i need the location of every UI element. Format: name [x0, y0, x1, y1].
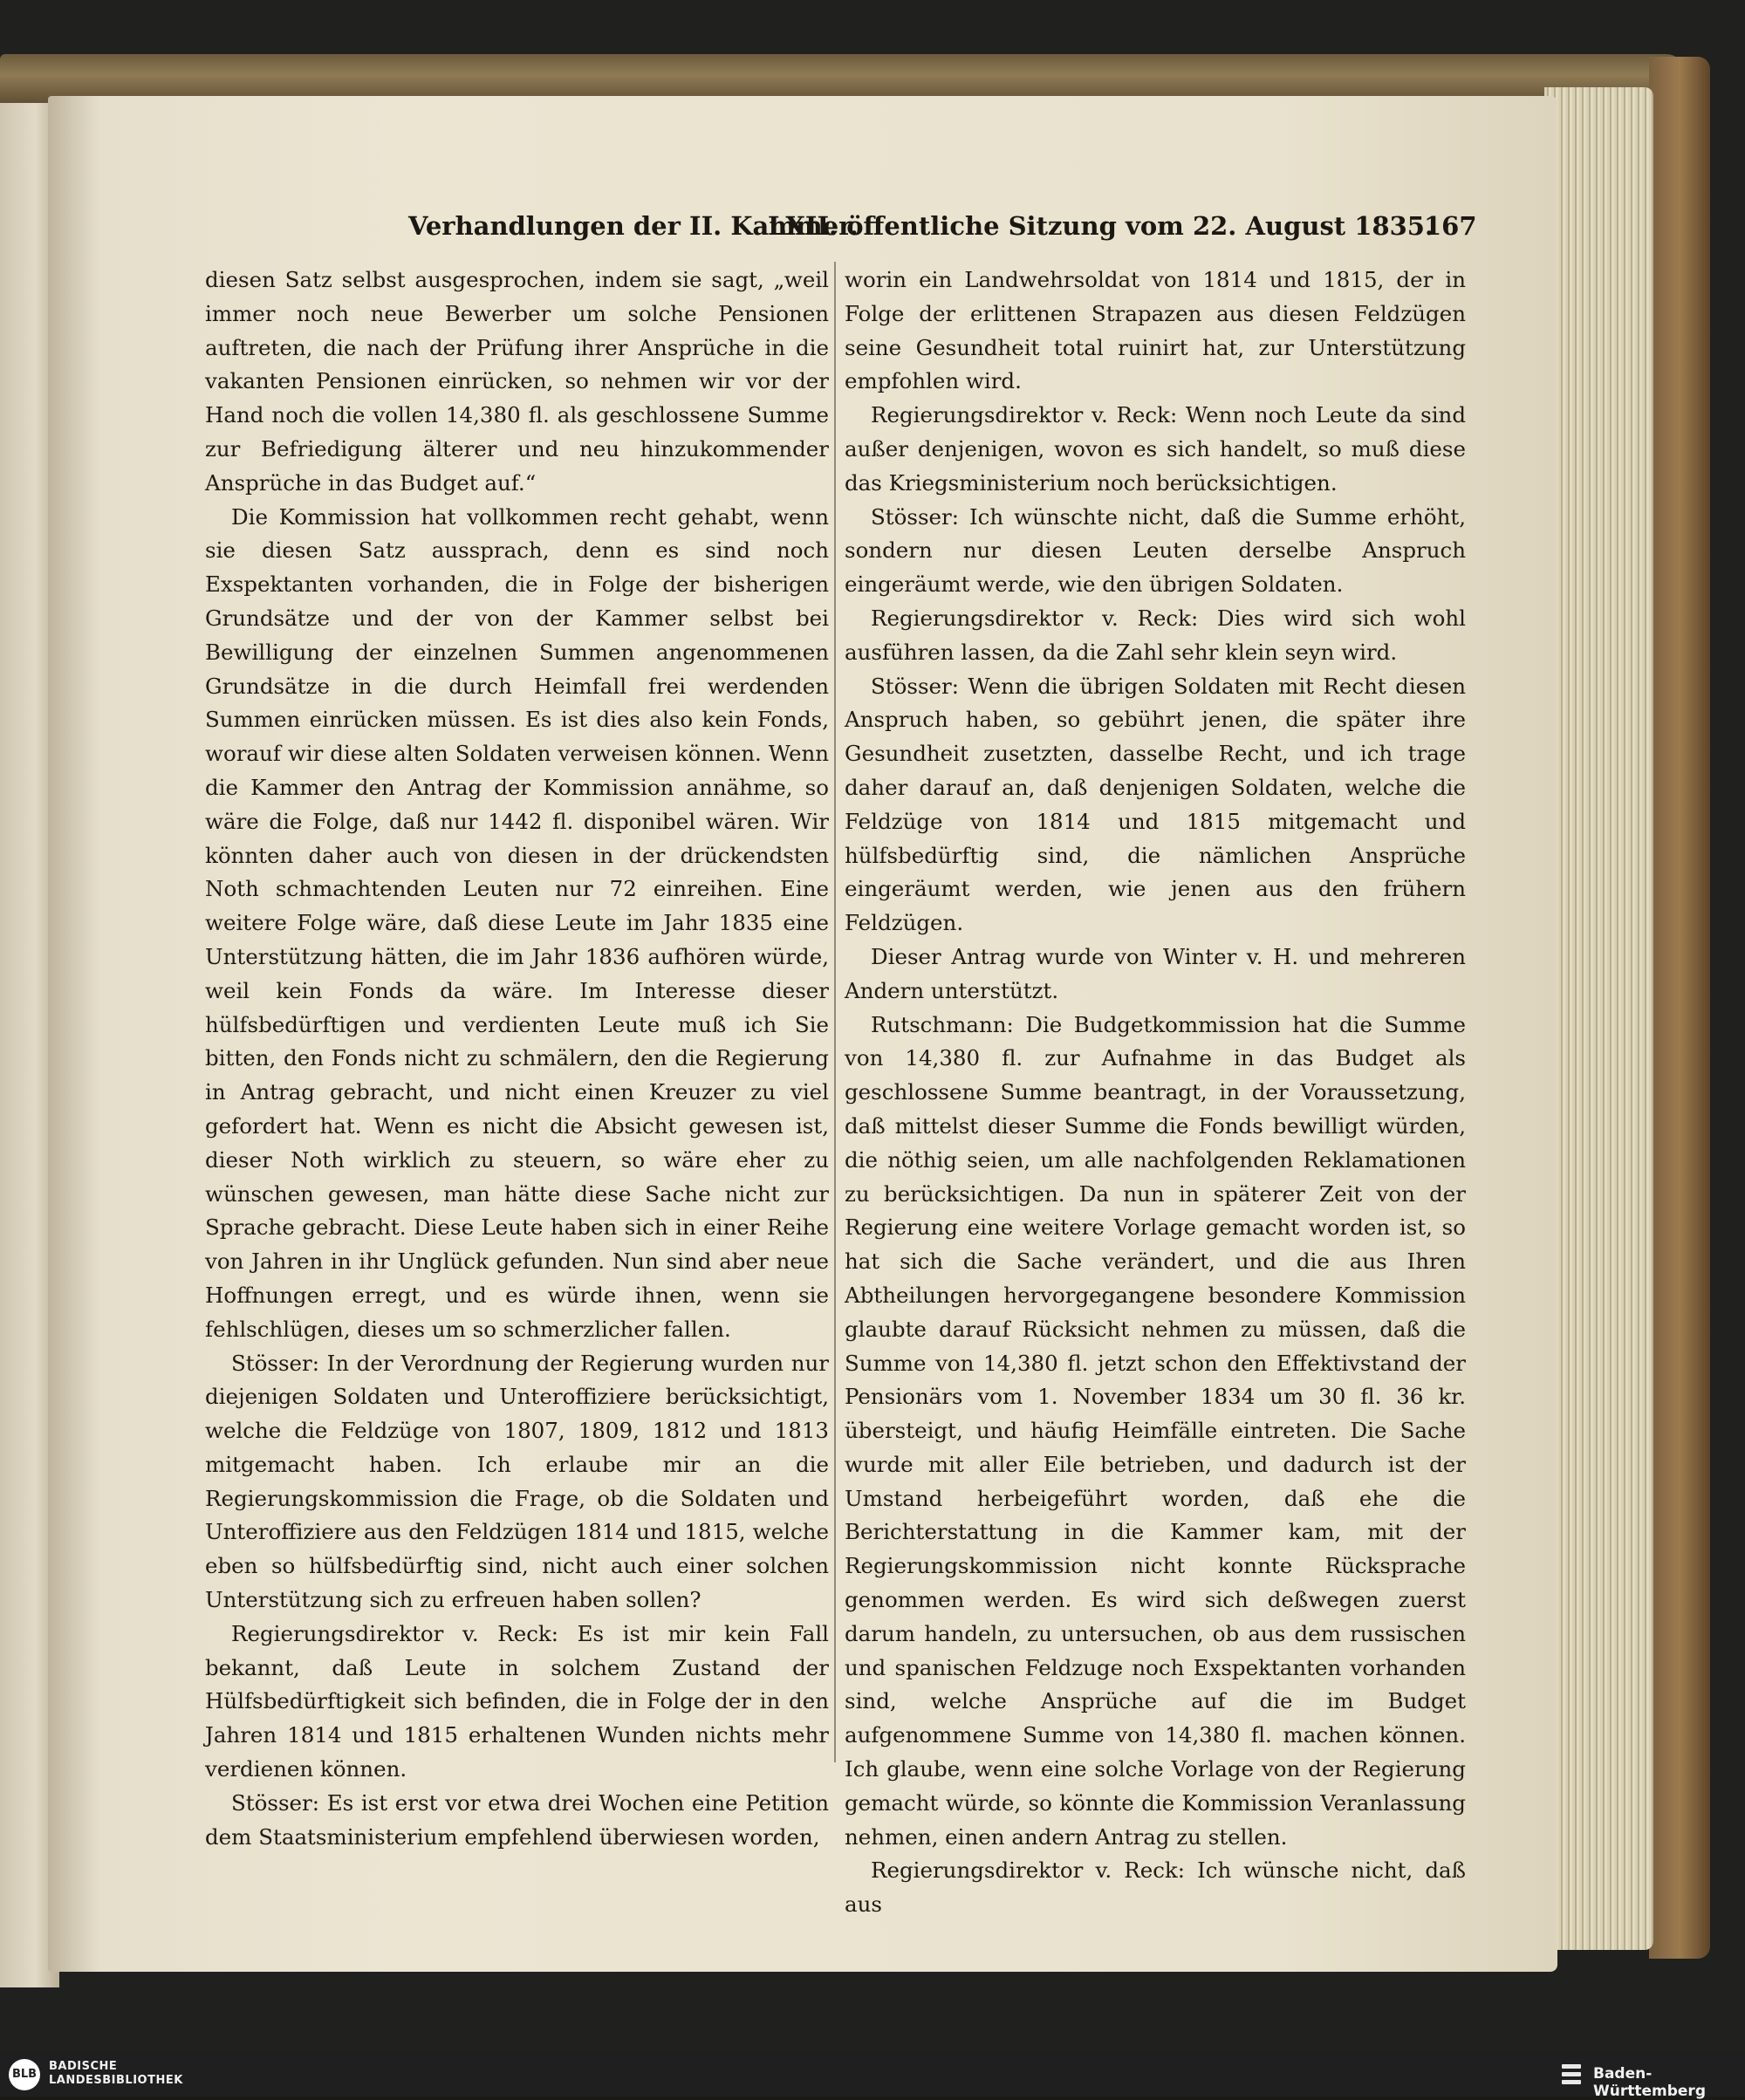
baden-wuerttemberg-lion-icon	[1560, 2062, 1583, 2087]
paragraph: Stösser: Wenn die übrigen Soldaten mit Recht diesen Anspruch haben, so gebührt jenen, die später ihre Gesundheit zusetzten, dasselbe Recht, und ich trage daher darauf an, daß denjenigen Soldaten, welche die Feldzüge von 1814 und 1815 mitgemacht und hülfsbedürftig sind, die nämlichen Ansprüche eingeräumt werden, wie jenen aus den frühern Feldzügen.	[845, 673, 1466, 936]
paragraph: Stösser: Ich wünschte nicht, daß die Summe erhöht, sondern nur diesen Leuten derselbe Anspruch eingeräumt werde, wie den übrigen Soldaten.	[845, 503, 1466, 598]
library-name-line2: LANDESBIBLIOTHEK	[49, 2074, 183, 2087]
library-name-line1: BADISCHE	[49, 2060, 118, 2073]
paragraph: Stösser: Es ist erst vor etwa drei Wochen eine Petition dem Staatsministerium empfehlend überwiesen worden,	[205, 1789, 829, 1850]
paragraph: Regierungsdirektor v. Reck: Ich wünsche nicht, daß aus	[845, 1857, 1466, 1918]
header-middle: LXII. öffentliche Sitzung vom 22. August 1835.	[768, 211, 1434, 241]
text-column-left	[205, 263, 829, 1854]
paragraph: worin ein Landwehrsoldat von 1814 und 1815, der in Folge der erlittenen Strapazen aus diesen Feldzügen seine Gesundheit total ruinirt hat, zur Unterstützung empfohlen wird.	[845, 267, 1466, 394]
book-cover-right	[1649, 57, 1710, 1959]
running-header	[0, 211, 1745, 246]
page-number: 167	[1424, 211, 1477, 241]
header-left: Verhandlungen der II. Kammer.	[408, 211, 859, 241]
text-column-right	[845, 263, 1466, 1922]
paragraph: Rutschmann: Die Budgetkommission hat die Summe von 14,380 fl. zur Aufnahme in das Budget als geschlossene Summe beantragt, in der Voraussetzung, daß mittelst dieser Summe die Fonds bewilligt würden, die nöthig seien, um alle nachfolgenden Reklamationen zu berücksichtigen. Da nun in späterer Zeit von der Regierung eine weitere Vorlage gemacht worden ist, so hat sich die Sache verändert, und die aus Ihren Abtheilungen hervorgegangene besondere Kommission glaubte darauf Rücksicht nehmen zu müssen, daß die Summe von 14,380 fl. jetzt schon den Effektivstand der Pensionärs vom 1. November 1834 um 30 fl. 36 kr. übersteigt, und häufig Heimfälle eintreten. Die Sache wurde mit aller Eile betrieben, und dadurch ist der Umstand herbeigeführt worden, daß ehe die Berichterstattung in die Kammer kam, mit der Regierungskommission nicht konnte Rücksprache genommen werden. Es wird sich deßwegen zuerst darum handeln, zu untersuchen, ob aus dem russischen und spanischen Feldzuge noch Exspektanten vorhanden sind, welche Ansprüche auf die im Budget aufgenommene Summe von 14,380 fl. machen können. Ich glaube, wenn eine solche Vorlage von der Regierung gemacht würde, so könnte die Kommission Veranlassung nehmen, einen andern Antrag zu stellen.	[845, 1011, 1466, 1850]
paragraph: Die Kommission hat vollkommen recht gehabt, wenn sie diesen Satz aussprach, denn es sind noch Exspektanten vorhanden, die in Folge der bisherigen Grundsätze und der von der Kammer selbst bei Bewilligung der einzelnen Summen angenommenen Grundsätze in die durch Heimfall frei werdenden Summen einrücken müssen. Es ist dies also kein Fonds, worauf wir diese alten Soldaten verweisen können. Wenn die Kammer den Antrag der Kommission annähme, so wäre die Folge, daß nur 1442 fl. disponibel wären. Wir könnten daher auch von diesen in der drückendsten Noth schmachtenden Leuten nur 72 einreihen. Eine weitere Folge wäre, daß diese Leute im Jahr 1835 eine Unterstützung hätten, die im Jahr 1836 aufhören würde, weil kein Fonds da wäre. Im Interesse dieser hülfsbedürftigen und verdienten Leute muß ich Sie bitten, den Fonds nicht zu schmälern, den die Regierung in Antrag gebracht, und nicht einen Kreuzer zu viel gefordert hat. Wenn es nicht die Absicht gewesen ist, dieser Noth wirklich zu steuern, so wäre eher zu wünschen gewesen, man hätte diese Sache nicht zur Sprache gebracht. Diese Leute haben sich in einer Reihe von Jahren in ihr Unglück gefunden. Nun sind aber neue Hoffnungen erregt, und es würde ihnen, wenn sie fehlschlügen, dieses um so schmerzlicher fallen.	[205, 503, 829, 1342]
paragraph: Regierungsdirektor v. Reck: Dies wird sich wohl ausführen lassen, da die Zahl sehr klein seyn wird.	[845, 605, 1466, 665]
column-divider	[834, 262, 836, 1762]
paragraph: Regierungsdirektor v. Reck: Wenn noch Leute da sind außer denjenigen, wovon es sich handelt, so muß diese das Kriegsministerium noch berücksichtigen.	[845, 402, 1466, 496]
viewer-footer	[0, 2053, 1745, 2100]
paragraph: Dieser Antrag wurde von Winter v. H. und mehreren Andern unterstützt.	[845, 943, 1466, 1003]
page-edges	[1544, 87, 1653, 1950]
library-name[interactable]	[49, 2060, 183, 2088]
paragraph: diesen Satz selbst ausgesprochen, indem sie sagt, „weil immer noch neue Bewerber um solche Pensionen auftreten, die nach der Prüfung ihrer Ansprüche in die vakanten Pensionen einrücken, so nehmen wir vor der Hand noch die vollen 14,380 fl. als geschlossene Summe zur Befriedigung älterer und neu hinzukommender Ansprüche in das Budget auf.“	[205, 267, 829, 496]
state-name[interactable]: Baden-Württemberg	[1593, 2065, 1706, 2100]
blb-logo-icon[interactable]: BLB	[9, 2059, 40, 2090]
paragraph: Stösser: In der Verordnung der Regierung wurden nur diejenigen Soldaten und Unteroffiziere berücksichtigt, welche die Feldzüge von 1807, 1809, 1812 und 1813 mitgemacht haben. Ich erlaube mir an die Regierungskommission die Frage, ob die Soldaten und Unteroffiziere aus den Feldzügen 1814 und 1815, welche eben so hülfsbedürftig sind, nicht auch einer solchen Unterstützung sich zu erfreuen haben sollen?	[205, 1350, 829, 1613]
paragraph: Regierungsdirektor v. Reck: Es ist mir kein Fall bekannt, daß Leute in solchem Zustand der Hülfsbedürftigkeit sich befinden, die in Folge der in den Jahren 1814 und 1815 erhaltenen Wunden nichts mehr verdienen können.	[205, 1620, 829, 1782]
